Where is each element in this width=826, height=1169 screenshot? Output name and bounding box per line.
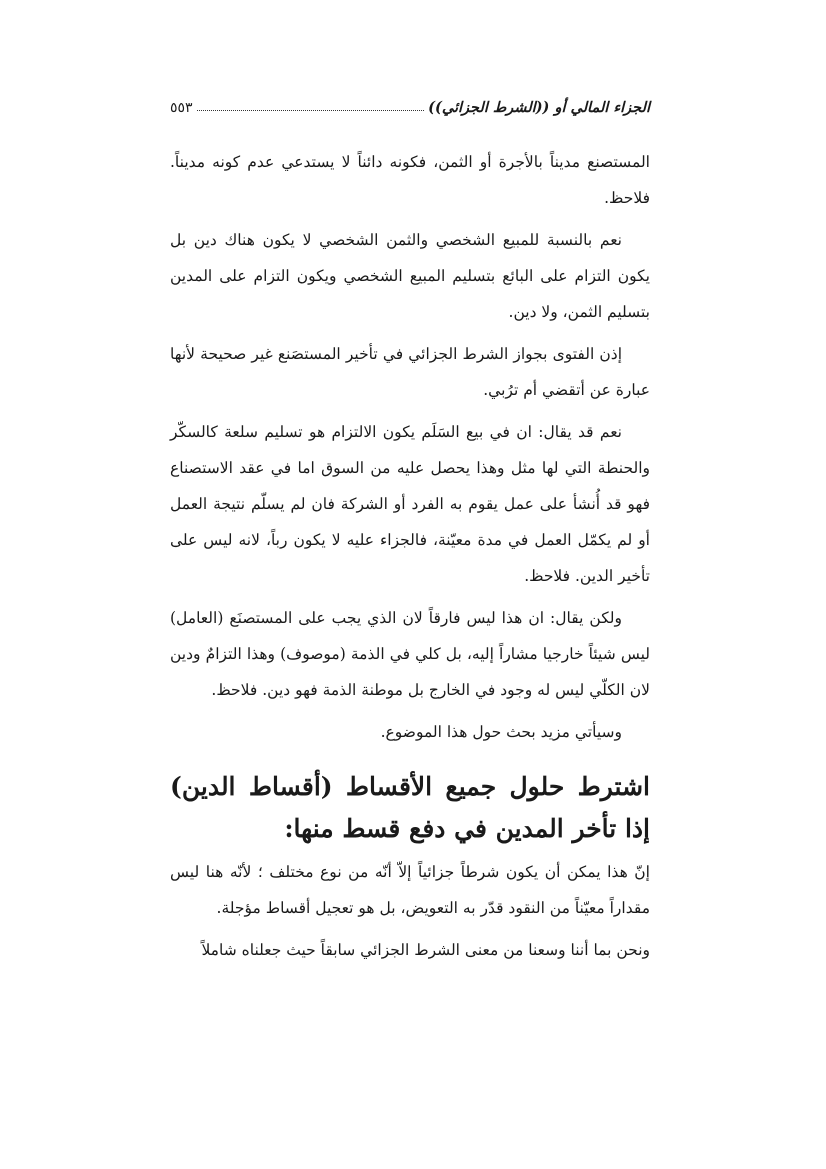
running-title: الجزاء المالي أو ((الشرط الجزائي)) <box>428 99 650 116</box>
page-number: ٥٥٣ <box>170 100 193 116</box>
paragraph-7: إنّ هذا يمكن أن يكون شرطاً جزائياً إلاّ أنّه من نوع مختلف ؛ لأنّه هنا ليس مقداراً معيّناً من النقود قدّر به التعويض، بل هو تعجيل أقساط مؤجلة. <box>170 863 650 917</box>
running-header <box>170 88 650 116</box>
paragraph-8: ونحن بما أننا وسعنا من معنى الشرط الجزائي سابقاً حيث جعلناه شاملاً <box>201 941 650 959</box>
paragraph-5: ولكن يقال: ان هذا ليس فارقاً لان الذي يجب على المستصنَع (العامل) ليس شيئاً خارجيا مشاراً إليه، بل كلي في الذمة (موصوف) وهذا التزامٌ ودين لان الكلّي ليس له وجود في الخارج بل موطنة الذمة فهو دين. فلاحظ. <box>170 609 650 699</box>
section-heading: اشترط حلول جميع الأقساط (أقساط الدين) إذا تأخر المدين في دفع قسط منها: <box>170 772 650 843</box>
paragraph-4: نعم قد يقال: ان في بيع السَلَم يكون الالتزام هو تسليم سلعة كالسكّر والحنطة التي لها مثل وهذا يحصل عليه من السوق اما في عقد الاستصناع فهو قد أُنشأ على عمل يقوم به الفرد أو الشركة فان لم يسلّم نتيجة العمل أو لم يكمّل العمل في مدة معيّنة، فالجزاء عليه لا يكون رباً، لانه ليس على تأخير الدين. فلاحظ. <box>170 423 650 585</box>
paragraph-6: وسيأتي مزيد بحث حول هذا الموضوع. <box>380 723 622 741</box>
leader-dots <box>197 110 425 111</box>
page-body <box>170 88 650 974</box>
paragraph-2: نعم بالنسبة للمبيع الشخصي والثمن الشخصي لا يكون هناك دين بل يكون التزام على البائع بتسليم المبيع الشخصي ويكون التزام على المدين بتسليم الثمن، ولا دين. <box>170 231 650 321</box>
paragraph-3: إذن الفتوى بجواز الشرط الجزائي في تأخير المستصَنع غير صحيحة لأنها عبارة عن أتقضي أم ترُبي. <box>170 345 650 399</box>
paragraph-1: المستصنع مديناً بالأجرة أو الثمن، فكونه دائناً لا يستدعي عدم كونه مديناً. فلاحظ. <box>170 153 650 207</box>
